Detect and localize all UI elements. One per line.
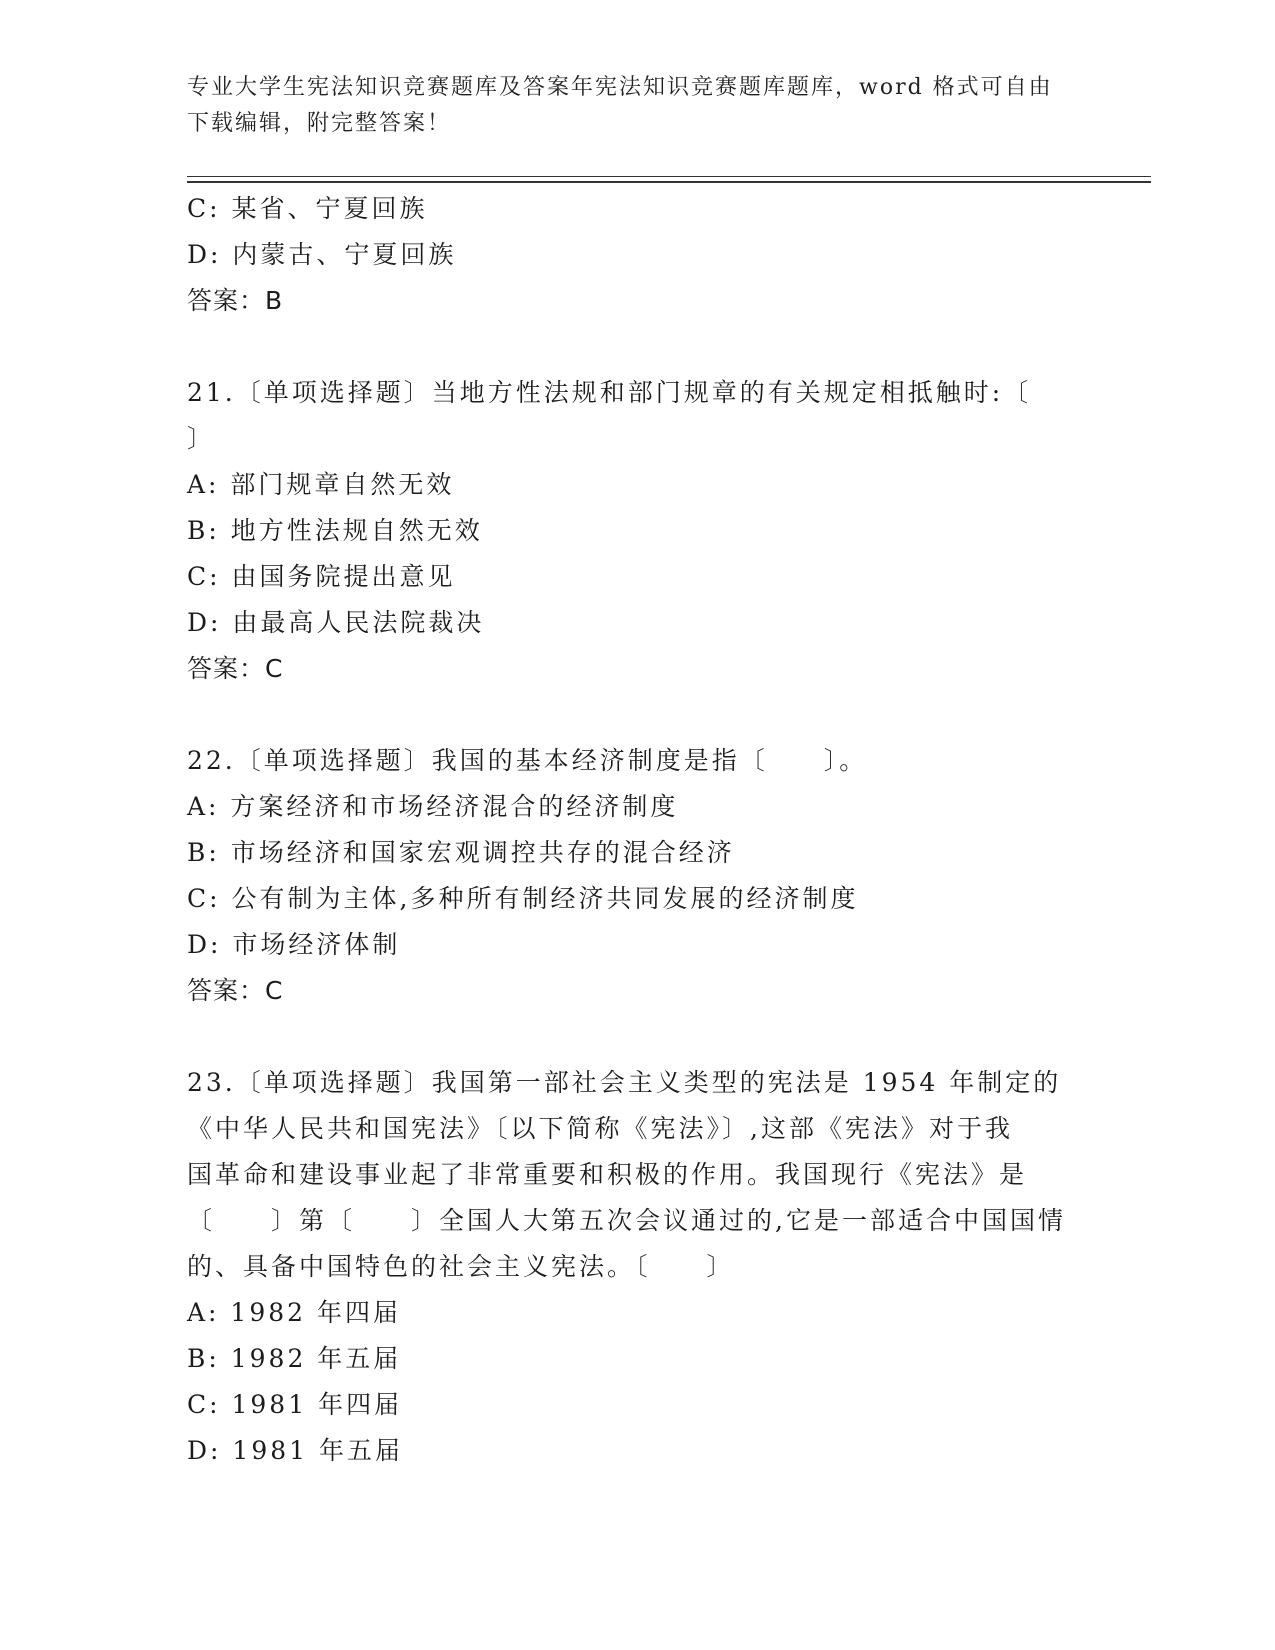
header-line-2: 下载编辑，附完整答案！ [187, 111, 452, 136]
option-c: C: 公有制为主体,多种所有制经济共同发展的经济制度 [187, 884, 859, 913]
question-stem-line: 《中华人民共和国宪法》〔以下简称《宪法》〕,这部《宪法》对于我 [187, 1114, 1013, 1143]
question-stem-line: 21.〔单项选择题〕当地方性法规和部门规章的有关规定相抵触时:〔 [187, 378, 1032, 407]
option-c: C: 由国务院提出意见 [187, 562, 456, 591]
answer-line: 答案：C [187, 654, 284, 683]
question-stem-line: 的、具备中国特色的社会主义宪法。〔 〕 [187, 1252, 735, 1281]
question-stem-line: 23.〔单项选择题〕我国第一部社会主义类型的宪法是 1954 年制定的 [187, 1068, 1062, 1097]
question-23 [187, 1060, 1067, 1474]
question-stem-line: 国革命和建设事业起了非常重要和积极的作用。我国现行《宪法》是 [187, 1160, 1028, 1189]
answer-line: 答案：C [187, 976, 284, 1005]
option-d: D: 由最高人民法院裁决 [187, 608, 485, 637]
spacer [187, 324, 1067, 370]
option-d: D: 市场经济体制 [187, 930, 401, 959]
question-20-tail [187, 186, 1067, 324]
header-line-1: 专业大学生宪法知识竞赛题库及答案年宪法知识竞赛题库题库，word 格式可自由 [187, 75, 1053, 100]
option-d: D: 内蒙古、宁夏回族 [187, 240, 457, 269]
header-divider-bottom [187, 181, 1151, 183]
question-stem-line: 〕 [187, 424, 216, 453]
option-b: B: 市场经济和国家宏观调控共存的混合经济 [187, 838, 735, 867]
question-content [187, 186, 1067, 1474]
question-21 [187, 370, 1067, 692]
option-a: A: 1982 年四届 [187, 1298, 401, 1327]
option-a: A: 部门规章自然无效 [187, 470, 455, 499]
spacer [187, 1014, 1067, 1060]
option-c: C: 1981 年四届 [187, 1390, 403, 1419]
option-d: D: 1981 年五届 [187, 1436, 403, 1465]
header-divider-top [187, 176, 1151, 177]
question-22 [187, 738, 1067, 1014]
option-c: C: 某省、宁夏回族 [187, 194, 428, 223]
question-stem-line: 〔 〕第〔 〕全国人大第五次会议通过的,它是一部适合中国国情 [187, 1206, 1066, 1235]
answer-line: 答案：B [187, 286, 284, 315]
question-stem-line: 22.〔单项选择题〕我国的基本经济制度是指〔 〕。 [187, 746, 868, 775]
option-b: B: 1982 年五届 [187, 1344, 402, 1373]
option-a: A: 方案经济和市场经济混合的经济制度 [187, 792, 679, 821]
option-b: B: 地方性法规自然无效 [187, 516, 483, 545]
spacer [187, 692, 1067, 738]
page-header [187, 70, 1067, 142]
